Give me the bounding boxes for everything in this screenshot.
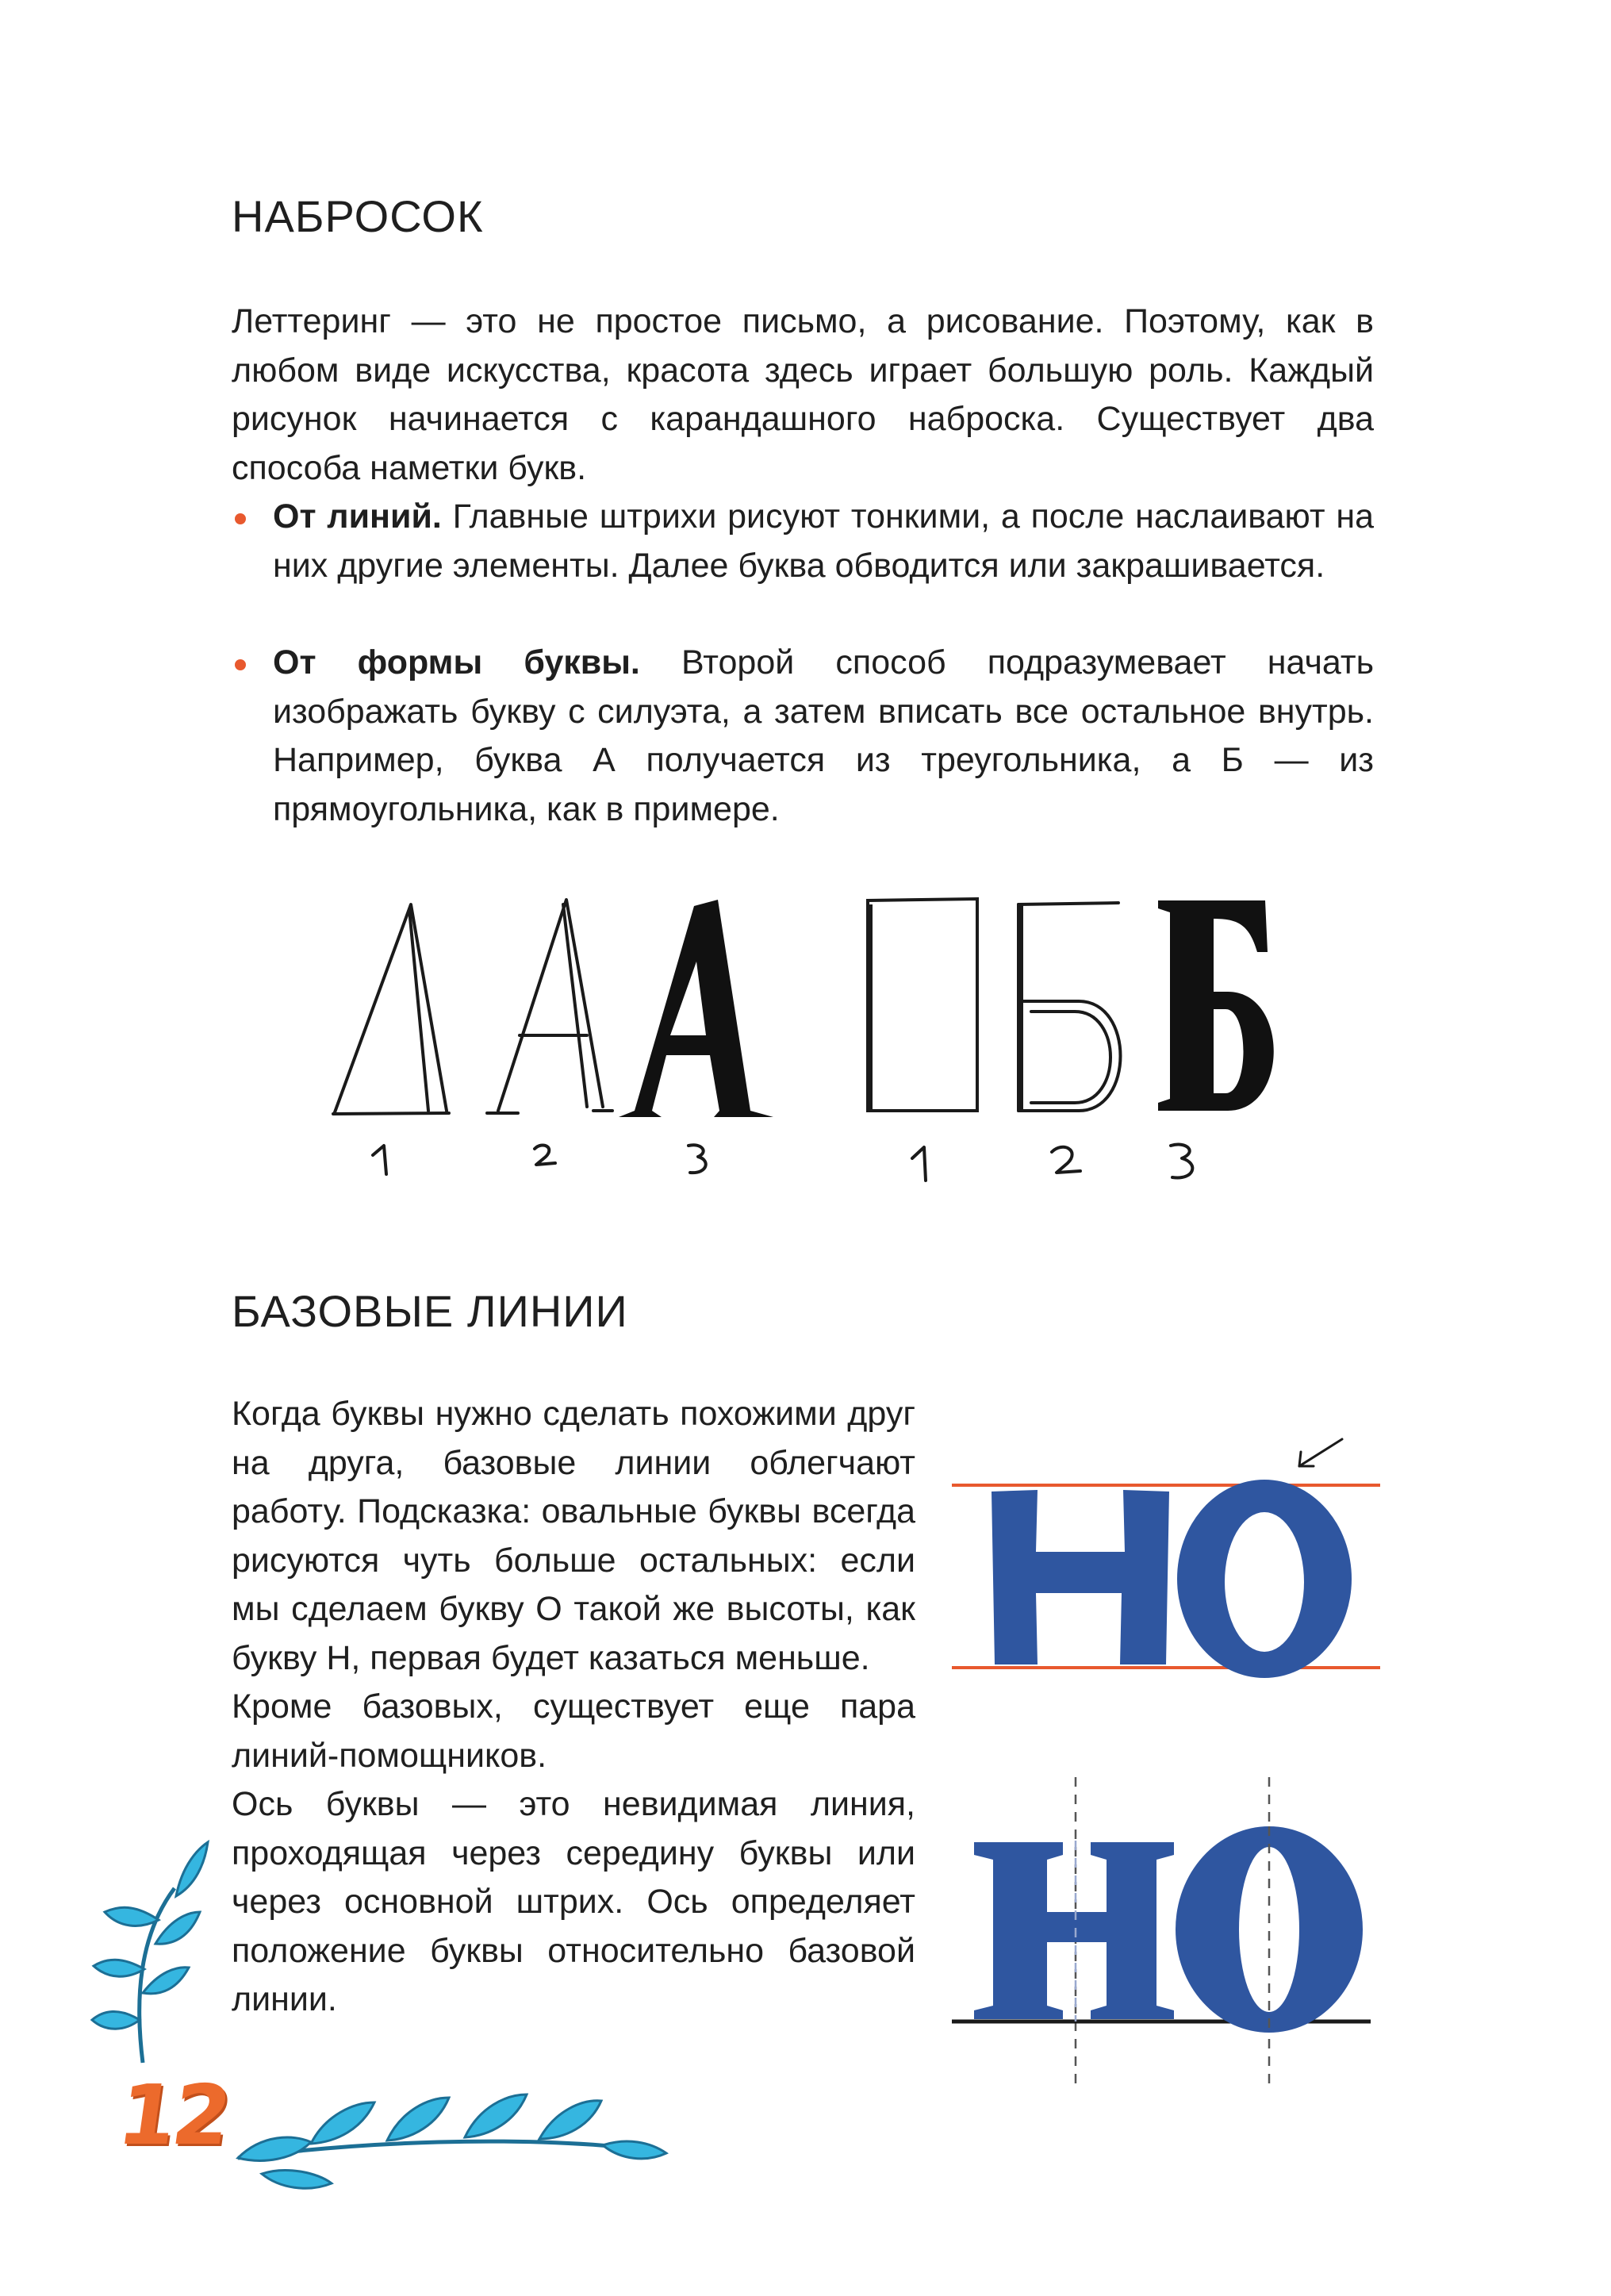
- leaf-icon: [105, 1907, 159, 1925]
- bullet-term: От линий.: [273, 497, 442, 536]
- paragraph: Кроме базовых, существует еще пара линий-помощников.: [232, 1687, 915, 1775]
- paragraph: Когда буквы нужно сделать похожими друг на друга, базовые линии облегчают работу. Подсказка: овальные буквы всегда рисуются чуть больше остальных: если мы сделаем букву О такой же высоты, как букву Н, первая будет казаться меньше.: [232, 1395, 915, 1677]
- leaf-icon: [465, 2094, 527, 2137]
- leaf-icon: [143, 1968, 189, 1994]
- paragraph: Ось буквы — это невидимая линия, проходящая через середину буквы или через основной штрих. Ось определяет положение буквы относительно базовой линии.: [232, 1785, 915, 2018]
- leaf-icon: [94, 1960, 144, 1976]
- leaf-icon: [238, 2137, 311, 2160]
- intro-paragraph: Леттеринг — это не простое письмо, а рисование. Поэтому, как в любом виде искусства, красота здесь играет большую роль. Каждый рисунок начинается с карандашного наброска. Существует два способа наметки букв.: [232, 302, 1374, 487]
- leaf-icon: [176, 1842, 208, 1896]
- section-title-baselines: БАЗОВЫЕ ЛИНИИ: [232, 1286, 628, 1336]
- leaf-icon: [262, 2171, 332, 2189]
- leaf-icon: [387, 2098, 449, 2141]
- page-number: 12: [112, 2067, 235, 2164]
- leaf-icon: [311, 2102, 374, 2144]
- bullet-text: Главные штрихи рисуют тонкими, а после наслаивают на них другие элементы. Далее буква обводится или закрашивается.: [273, 497, 1374, 585]
- bullet-term: От формы буквы.: [273, 643, 640, 682]
- section-title-sketch: НАБРОСОК: [232, 191, 484, 241]
- leaf-icon: [603, 2141, 666, 2159]
- leaf-icon: [92, 2011, 140, 2029]
- bullet-text: Второй способ подразумевает начать изображать букву с силуэта, а затем вписать все остальное внутрь. Например, буква А получается из треугольника, а Б — из прямоугольника, как в примере.: [273, 643, 1374, 828]
- leaf-icon: [155, 1912, 200, 1944]
- leaf-icon: [539, 2101, 601, 2139]
